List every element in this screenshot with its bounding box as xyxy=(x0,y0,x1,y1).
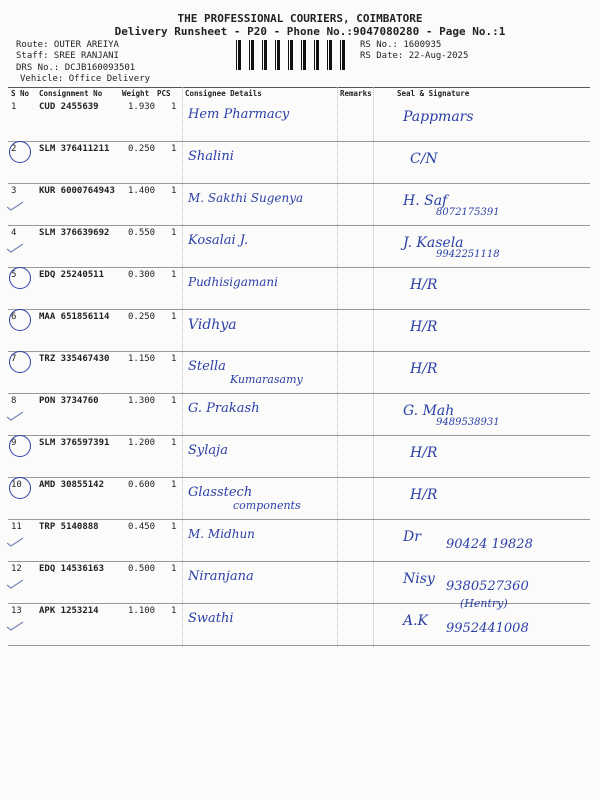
consignee-handwritten-name: Kosalai J. xyxy=(188,233,249,248)
consignment-number: AMD 30855142 xyxy=(39,480,105,490)
rs-date: RS Date: 22-Aug-2025 xyxy=(360,51,469,61)
pieces-count: 1 xyxy=(171,564,177,574)
pieces-count: 1 xyxy=(171,522,177,532)
handwritten-phone-number: 9380527360 xyxy=(446,579,529,594)
col-consignee: Consignee Details xyxy=(185,89,262,98)
consignee-handwritten-name: Vidhya xyxy=(188,317,237,333)
row-serial-number: 3 xyxy=(11,186,17,196)
rs-number: RS No.: 1600935 xyxy=(360,40,442,50)
table-row xyxy=(8,351,590,394)
pieces-count: 1 xyxy=(171,144,177,154)
pen-circle-mark xyxy=(9,309,31,331)
table-row xyxy=(8,519,590,562)
consignment-number: APK 1253214 xyxy=(39,606,99,616)
consignee-handwritten-name: Shalini xyxy=(188,149,234,164)
pen-circle-mark xyxy=(9,435,31,457)
handwritten-signature: G. Mah xyxy=(403,403,455,419)
col-remarks: Remarks xyxy=(340,89,372,98)
weight-value: 1.930 xyxy=(128,102,156,112)
consignee-handwritten-name: Niranjana xyxy=(188,569,254,584)
col-sno: S No xyxy=(11,89,30,98)
consignee-handwritten-name: Glasstech xyxy=(188,485,253,500)
pieces-count: 1 xyxy=(171,438,177,448)
row-serial-number: 10 xyxy=(11,480,22,490)
row-serial-number: 9 xyxy=(11,438,16,448)
weight-value: 0.500 xyxy=(128,564,156,574)
row-serial-number: 7 xyxy=(11,354,16,364)
barcode-image xyxy=(232,40,354,70)
pen-circle-mark xyxy=(9,351,31,373)
handwritten-signature: J. Kasela xyxy=(403,235,464,251)
handwritten-signature: C/N xyxy=(410,151,438,167)
handwritten-phone-number: 9489538931 xyxy=(436,417,500,428)
pieces-count: 1 xyxy=(171,354,177,364)
weight-value: 1.200 xyxy=(128,438,156,448)
consignment-number: CUD 2455639 xyxy=(39,102,99,112)
handwritten-signature: H/R xyxy=(410,361,438,377)
pen-circle-mark xyxy=(9,141,31,163)
consignee-handwritten-name: Swathi xyxy=(188,611,234,626)
consignee-handwritten-name: Sylaja xyxy=(188,443,228,458)
route-label: Route: OUTER AREIYA xyxy=(16,40,119,50)
row-serial-number: 1 xyxy=(11,102,17,112)
table-row xyxy=(8,393,590,436)
table-row xyxy=(8,99,590,142)
company-title: THE PROFESSIONAL COURIERS, COIMBATORE xyxy=(177,12,423,25)
weight-value: 1.100 xyxy=(128,606,156,616)
handwritten-signature: H/R xyxy=(410,487,438,503)
col-seal-signature: Seal & Signature xyxy=(397,89,470,98)
pen-circle-mark xyxy=(9,477,31,499)
consignee-handwritten-name: Hem Pharmacy xyxy=(188,107,290,122)
row-serial-number: 6 xyxy=(11,312,16,322)
weight-value: 1.150 xyxy=(128,354,156,364)
pen-tick-mark xyxy=(6,201,24,211)
table-row xyxy=(8,309,590,352)
consignment-number: SLM 376411211 xyxy=(39,144,110,154)
consignment-number: TRP 5140888 xyxy=(39,522,99,532)
weight-value: 1.400 xyxy=(128,186,156,196)
table-row xyxy=(8,141,590,184)
weight-value: 0.550 xyxy=(128,228,156,238)
vehicle-label: Vehicle: Office Delivery xyxy=(20,74,151,84)
row-serial-number: 2 xyxy=(11,144,16,154)
row-serial-number: 8 xyxy=(11,396,17,406)
pieces-count: 1 xyxy=(171,186,177,196)
pieces-count: 1 xyxy=(171,102,177,112)
weight-value: 0.250 xyxy=(128,144,156,154)
handwritten-phone-number: 9952441008 xyxy=(446,621,529,636)
consignee-name-continued: Kumarasamy xyxy=(230,373,303,386)
col-weight: Weight xyxy=(122,89,150,98)
pieces-count: 1 xyxy=(171,312,177,322)
consignment-number: EDQ 25240511 xyxy=(39,270,105,280)
weight-value: 0.450 xyxy=(128,522,156,532)
table-row xyxy=(8,597,590,646)
consignment-number: MAA 651856114 xyxy=(39,312,110,322)
handwritten-signature: Pappmars xyxy=(403,109,474,125)
pieces-count: 1 xyxy=(171,396,177,406)
handwritten-phone-number: 90424 19828 xyxy=(446,537,533,552)
row-serial-number: 11 xyxy=(11,522,22,532)
consignment-number: TRZ 335467430 xyxy=(39,354,110,364)
consignee-handwritten-name: M. Midhun xyxy=(188,527,255,541)
pen-tick-mark xyxy=(6,243,24,253)
table-top-rule xyxy=(8,87,590,88)
consignment-number: SLM 376639692 xyxy=(39,228,110,238)
table-row xyxy=(8,183,590,226)
staff-label: Staff: SREE RANJANI xyxy=(16,51,119,61)
weight-value: 1.300 xyxy=(128,396,156,406)
pieces-count: 1 xyxy=(171,480,177,490)
consignment-number: EDQ 14536163 xyxy=(39,564,105,574)
pen-tick-mark xyxy=(6,411,24,421)
consignment-number: KUR 6000764943 xyxy=(39,186,115,196)
handwritten-signature: Nisy xyxy=(403,571,435,587)
row-serial-number: 4 xyxy=(11,228,17,238)
runsheet-title: Delivery Runsheet - P20 - Phone No.:9047080280 - Page No.:1 xyxy=(114,25,506,38)
pieces-count: 1 xyxy=(171,228,177,238)
table-row xyxy=(8,225,590,268)
pen-tick-mark xyxy=(6,621,24,631)
col-pcs: PCS xyxy=(157,89,171,98)
consignee-handwritten-name: Stella xyxy=(188,359,226,374)
consignee-handwritten-name: G. Prakash xyxy=(188,401,260,416)
handwritten-phone-number: 8072175391 xyxy=(436,207,500,218)
col-consignment: Consignment No xyxy=(39,89,103,98)
consignment-number: PON 3734760 xyxy=(39,396,99,406)
consignee-handwritten-name: M. Sakthi Sugenya xyxy=(188,191,304,205)
weight-value: 0.250 xyxy=(128,312,156,322)
handwritten-signature: Dr xyxy=(403,529,421,545)
table-row xyxy=(8,435,590,478)
pieces-count: 1 xyxy=(171,606,177,616)
row-serial-number: 5 xyxy=(11,270,16,280)
table-row xyxy=(8,267,590,310)
pen-tick-mark xyxy=(6,537,24,547)
table-row xyxy=(8,477,590,520)
handwritten-signature: H. Saf xyxy=(403,193,448,209)
weight-value: 0.300 xyxy=(128,270,156,280)
signature-note: (Hentry) xyxy=(460,597,508,610)
drs-number: DRS No.: DCJB160093501 xyxy=(16,63,136,73)
consignment-number: SLM 376597391 xyxy=(39,438,110,448)
row-serial-number: 13 xyxy=(11,606,22,616)
handwritten-signature: H/R xyxy=(410,277,438,293)
pen-tick-mark xyxy=(6,579,24,589)
weight-value: 0.600 xyxy=(128,480,156,490)
consignee-handwritten-name: Pudhisigamani xyxy=(188,275,278,289)
handwritten-phone-number: 9942251118 xyxy=(436,249,500,260)
pen-circle-mark xyxy=(9,267,31,289)
handwritten-signature: A.K xyxy=(403,613,429,629)
handwritten-signature: H/R xyxy=(410,319,438,335)
pieces-count: 1 xyxy=(171,270,177,280)
row-serial-number: 12 xyxy=(11,564,22,574)
consignee-name-continued: components xyxy=(233,499,301,512)
handwritten-signature: H/R xyxy=(410,445,438,461)
